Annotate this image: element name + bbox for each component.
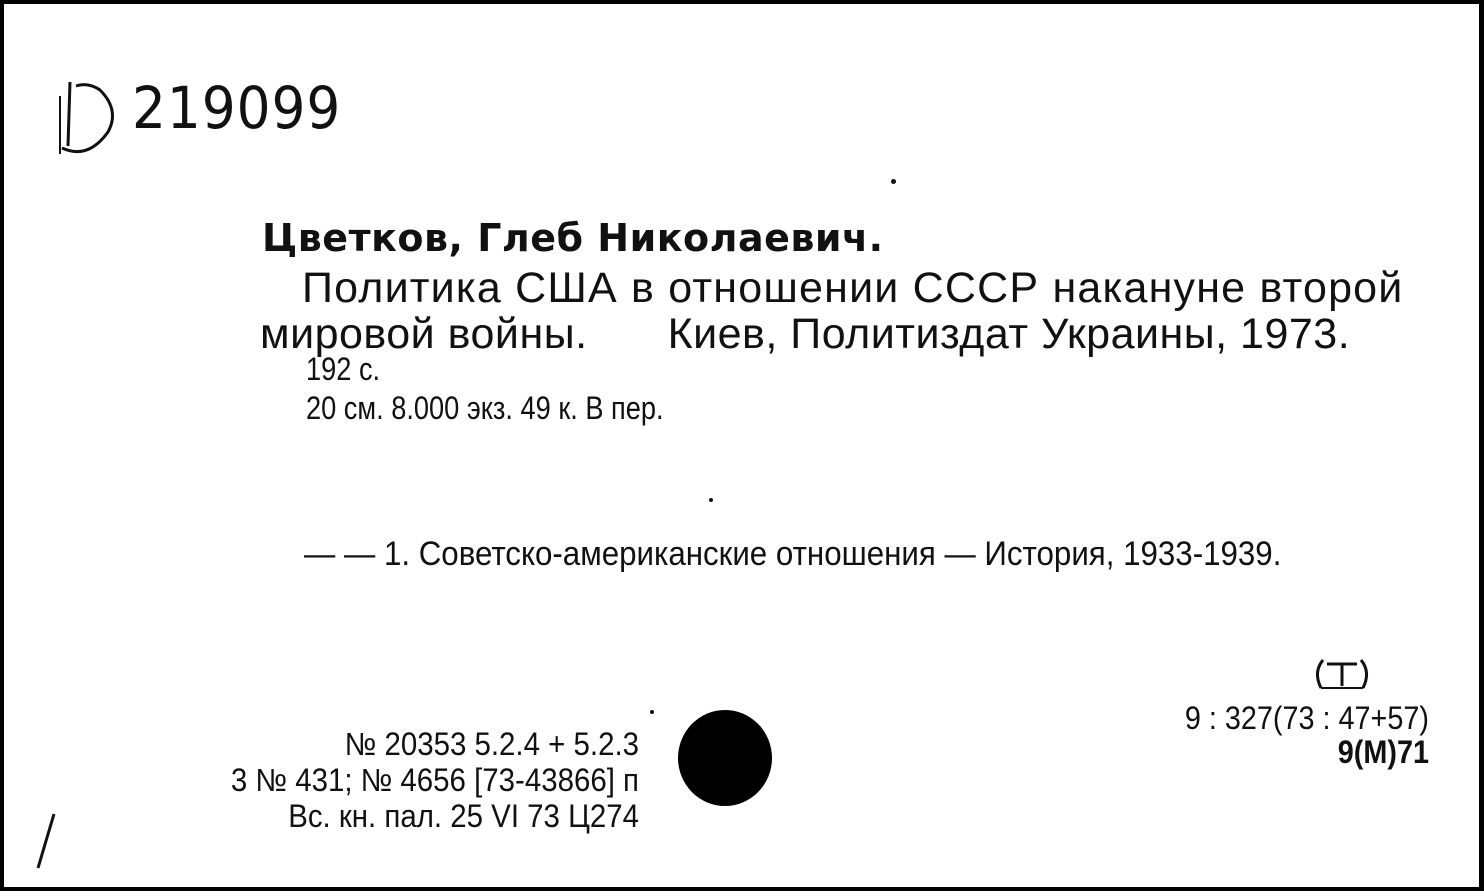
imprint-line-2: 3 № 431; № 4656 [73-43866] п	[230, 762, 639, 798]
classification-line-2: 9(M)71	[1337, 734, 1429, 770]
title-line-2	[260, 310, 1350, 359]
title-line-1: Политика США в отношении СССР накануне второй	[302, 264, 1404, 312]
imprint-line-3: Вс. кн. пал. 25 VI 73 Ц274	[288, 798, 639, 834]
imprint-block	[184, 726, 639, 834]
punch-hole	[678, 710, 772, 806]
physical-description: 20 см. 8.000 экз. 49 к. В пер.	[306, 390, 664, 426]
pencil-mark	[32, 812, 62, 872]
publication-info: Киев, Политиздат Украины, 1973.	[667, 310, 1351, 358]
ink-speck	[650, 710, 654, 714]
imprint-line-1: № 20353 5.2.4 + 5.2.3	[344, 726, 639, 762]
subject-heading: — — 1. Советско-американские отношения — История, 1933-1939.	[304, 535, 1282, 573]
library-stamp-icon	[52, 76, 122, 162]
classification-block	[1119, 701, 1430, 769]
title-continuation: мировой войны.	[260, 310, 588, 358]
classification-line-1: 9 : 327(73 : 47+57)	[1184, 700, 1429, 736]
page-count: 192 с.	[306, 351, 381, 387]
ink-speck	[709, 498, 713, 502]
accession-number: 219099	[132, 74, 342, 142]
ink-speck	[891, 179, 896, 184]
author-heading: Цветков, Глеб Николаевич.	[262, 216, 884, 260]
t-stamp-icon	[1309, 652, 1375, 694]
